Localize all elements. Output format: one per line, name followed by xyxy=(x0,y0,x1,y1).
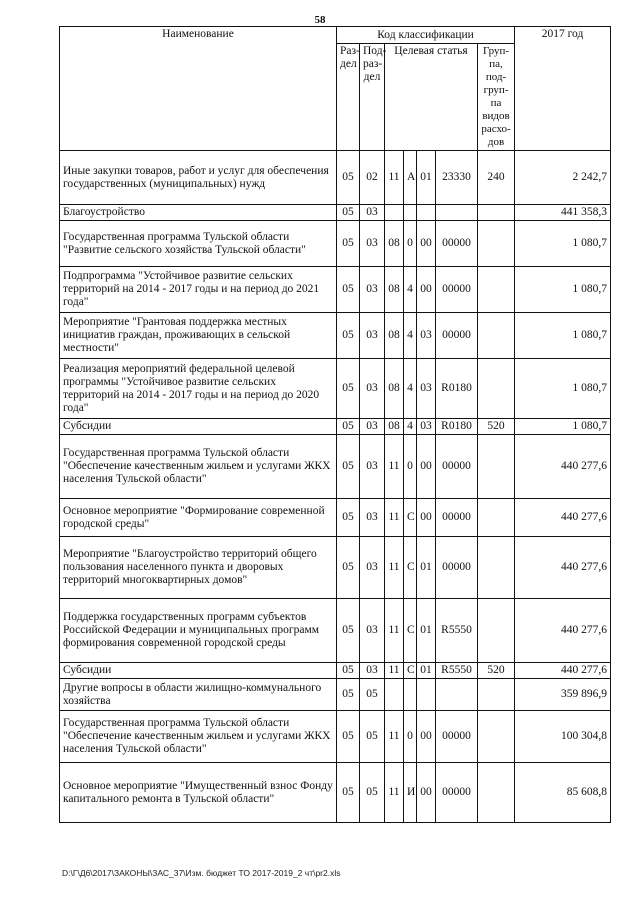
cell-vr xyxy=(478,679,515,711)
table-row xyxy=(60,679,611,711)
table-row xyxy=(60,221,611,267)
cell-amount: 1 080,7 xyxy=(515,359,611,419)
table-row xyxy=(60,205,611,221)
cell-t4: R5550 xyxy=(436,599,478,663)
cell-pr: 02 xyxy=(360,151,385,205)
cell-name: Государственная программа Тульской области "Развитие сельского хозяйства Тульской области" xyxy=(60,221,337,267)
header-name: Наименование xyxy=(60,27,337,151)
cell-vr xyxy=(478,205,515,221)
cell-t1: 11 xyxy=(385,151,404,205)
cell-vr xyxy=(478,499,515,537)
cell-t4 xyxy=(436,679,478,711)
cell-pr: 03 xyxy=(360,663,385,679)
cell-t2: С xyxy=(404,499,417,537)
cell-rz: 05 xyxy=(337,599,360,663)
cell-t1: 11 xyxy=(385,763,404,823)
cell-t3 xyxy=(417,205,436,221)
header-target: Целевая статья xyxy=(385,44,478,151)
header-year: 2017 год xyxy=(515,27,611,151)
cell-t3: 03 xyxy=(417,313,436,359)
cell-t3: 01 xyxy=(417,663,436,679)
cell-name: Субсидии xyxy=(60,419,337,435)
cell-t2 xyxy=(404,679,417,711)
cell-pr: 05 xyxy=(360,679,385,711)
cell-name: Поддержка государственных программ субъектов Российской Федерации и муниципальных программ формирования современной городской среды xyxy=(60,599,337,663)
cell-vr: 520 xyxy=(478,663,515,679)
cell-amount: 1 080,7 xyxy=(515,221,611,267)
cell-rz: 05 xyxy=(337,763,360,823)
cell-name: Реализация мероприятий федеральной целевой программы "Устойчивое развитие сельских территорий на 2014 - 2017 годы и на период до 2020 года" xyxy=(60,359,337,419)
cell-t4: 00000 xyxy=(436,537,478,599)
cell-t2: С xyxy=(404,663,417,679)
cell-name: Государственная программа Тульской области "Обеспечение качественным жильем и услугами ЖКХ населения Тульской области" xyxy=(60,435,337,499)
cell-name: Иные закупки товаров, работ и услуг для обеспечения государственных (муниципальных) нужд xyxy=(60,151,337,205)
cell-amount: 441 358,3 xyxy=(515,205,611,221)
header-group: Груп- па, под- груп- па видов расхо- дов xyxy=(478,44,515,151)
cell-pr: 03 xyxy=(360,205,385,221)
cell-t2: А xyxy=(404,151,417,205)
cell-t1: 08 xyxy=(385,221,404,267)
cell-t3: 00 xyxy=(417,711,436,763)
cell-t4: R0180 xyxy=(436,359,478,419)
cell-rz: 05 xyxy=(337,435,360,499)
cell-t4: 00000 xyxy=(436,313,478,359)
cell-rz: 05 xyxy=(337,679,360,711)
cell-t1: 11 xyxy=(385,599,404,663)
table-row xyxy=(60,435,611,499)
cell-rz: 05 xyxy=(337,499,360,537)
budget-table xyxy=(59,26,611,823)
cell-t1: 08 xyxy=(385,419,404,435)
cell-vr xyxy=(478,435,515,499)
table-row xyxy=(60,599,611,663)
cell-name: Подпрограмма "Устойчивое развитие сельских территорий на 2014 - 2017 годы и на период до 2021 года" xyxy=(60,267,337,313)
cell-t1: 11 xyxy=(385,435,404,499)
cell-pr: 03 xyxy=(360,221,385,267)
cell-t1: 11 xyxy=(385,499,404,537)
cell-t4: 00000 xyxy=(436,221,478,267)
cell-t2: С xyxy=(404,537,417,599)
cell-t2: С xyxy=(404,599,417,663)
table-row xyxy=(60,663,611,679)
table-row xyxy=(60,499,611,537)
cell-t4 xyxy=(436,205,478,221)
cell-name: Основное мероприятие "Формирование современной городской среды" xyxy=(60,499,337,537)
cell-pr: 03 xyxy=(360,537,385,599)
cell-t3 xyxy=(417,679,436,711)
cell-pr: 03 xyxy=(360,499,385,537)
cell-t4: 00000 xyxy=(436,763,478,823)
cell-t3: 00 xyxy=(417,267,436,313)
cell-vr xyxy=(478,359,515,419)
cell-pr: 03 xyxy=(360,419,385,435)
table-row xyxy=(60,537,611,599)
cell-rz: 05 xyxy=(337,711,360,763)
cell-amount: 440 277,6 xyxy=(515,537,611,599)
cell-t2 xyxy=(404,205,417,221)
cell-t2: 0 xyxy=(404,435,417,499)
cell-vr: 520 xyxy=(478,419,515,435)
cell-t2: 4 xyxy=(404,267,417,313)
cell-t1: 11 xyxy=(385,663,404,679)
cell-vr: 240 xyxy=(478,151,515,205)
cell-rz: 05 xyxy=(337,419,360,435)
cell-name: Благоустройство xyxy=(60,205,337,221)
cell-vr xyxy=(478,313,515,359)
cell-vr xyxy=(478,267,515,313)
cell-amount: 440 277,6 xyxy=(515,435,611,499)
cell-rz: 05 xyxy=(337,313,360,359)
cell-vr xyxy=(478,221,515,267)
cell-pr: 03 xyxy=(360,267,385,313)
cell-pr: 03 xyxy=(360,359,385,419)
header-podrazdel: Под- раз- дел xyxy=(360,44,385,151)
cell-amount: 1 080,7 xyxy=(515,313,611,359)
table-row xyxy=(60,359,611,419)
cell-t3: 03 xyxy=(417,419,436,435)
cell-t4: 00000 xyxy=(436,499,478,537)
cell-pr: 03 xyxy=(360,435,385,499)
cell-amount: 440 277,6 xyxy=(515,663,611,679)
cell-t4: 00000 xyxy=(436,435,478,499)
cell-rz: 05 xyxy=(337,663,360,679)
cell-rz: 05 xyxy=(337,267,360,313)
cell-amount: 1 080,7 xyxy=(515,419,611,435)
cell-t3: 00 xyxy=(417,763,436,823)
cell-vr xyxy=(478,711,515,763)
cell-t1 xyxy=(385,205,404,221)
cell-t1 xyxy=(385,679,404,711)
cell-rz: 05 xyxy=(337,151,360,205)
cell-t4: 00000 xyxy=(436,267,478,313)
cell-vr xyxy=(478,537,515,599)
cell-rz: 05 xyxy=(337,359,360,419)
table-row xyxy=(60,763,611,823)
cell-name: Субсидии xyxy=(60,663,337,679)
cell-amount: 2 242,7 xyxy=(515,151,611,205)
cell-t3: 00 xyxy=(417,499,436,537)
cell-pr: 05 xyxy=(360,711,385,763)
cell-t3: 01 xyxy=(417,537,436,599)
cell-t2: 4 xyxy=(404,313,417,359)
cell-t3: 01 xyxy=(417,151,436,205)
cell-amount: 440 277,6 xyxy=(515,599,611,663)
cell-rz: 05 xyxy=(337,221,360,267)
cell-t2: И xyxy=(404,763,417,823)
cell-t2: 4 xyxy=(404,359,417,419)
cell-t3: 03 xyxy=(417,359,436,419)
cell-vr xyxy=(478,763,515,823)
cell-t1: 11 xyxy=(385,537,404,599)
file-path-footer: D:\Г\Д6\2017\ЗАКОНЫ\ЗАС_37\Изм. бюджет ТО 2017-2019_2 чт\pr2.xls xyxy=(62,868,341,878)
cell-pr: 03 xyxy=(360,313,385,359)
table-row xyxy=(60,711,611,763)
cell-t4: 23330 xyxy=(436,151,478,205)
cell-t3: 01 xyxy=(417,599,436,663)
cell-name: Другие вопросы в области жилищно-коммунального хозяйства xyxy=(60,679,337,711)
cell-t3: 00 xyxy=(417,435,436,499)
cell-amount: 1 080,7 xyxy=(515,267,611,313)
cell-amount: 440 277,6 xyxy=(515,499,611,537)
table-row xyxy=(60,151,611,205)
cell-t4: R5550 xyxy=(436,663,478,679)
cell-amount: 85 608,8 xyxy=(515,763,611,823)
cell-t4: R0180 xyxy=(436,419,478,435)
cell-vr xyxy=(478,599,515,663)
cell-name: Государственная программа Тульской области "Обеспечение качественным жильем и услугами ЖКХ населения Тульской области" xyxy=(60,711,337,763)
cell-t2: 0 xyxy=(404,221,417,267)
cell-t4: 00000 xyxy=(436,711,478,763)
cell-amount: 100 304,8 xyxy=(515,711,611,763)
cell-t1: 11 xyxy=(385,711,404,763)
cell-name: Основное мероприятие "Имущественный взнос Фонду капитального ремонта в Тульской области" xyxy=(60,763,337,823)
header-razdel: Раз- дел xyxy=(337,44,360,151)
cell-t1: 08 xyxy=(385,267,404,313)
table-row xyxy=(60,313,611,359)
cell-t3: 00 xyxy=(417,221,436,267)
cell-t2: 0 xyxy=(404,711,417,763)
cell-name: Мероприятие "Грантовая поддержка местных инициатив граждан, проживающих в сельской местности" xyxy=(60,313,337,359)
cell-t2: 4 xyxy=(404,419,417,435)
cell-t1: 08 xyxy=(385,359,404,419)
cell-rz: 05 xyxy=(337,537,360,599)
cell-name: Мероприятие "Благоустройство территорий общего пользования населенного пункта и дворовых территорий многоквартирных домов" xyxy=(60,537,337,599)
cell-t1: 08 xyxy=(385,313,404,359)
table-row xyxy=(60,419,611,435)
table-row xyxy=(60,267,611,313)
cell-pr: 05 xyxy=(360,763,385,823)
page-number: 58 xyxy=(314,14,326,26)
cell-amount: 359 896,9 xyxy=(515,679,611,711)
header-code: Код классификации xyxy=(337,27,515,44)
cell-rz: 05 xyxy=(337,205,360,221)
cell-pr: 03 xyxy=(360,599,385,663)
